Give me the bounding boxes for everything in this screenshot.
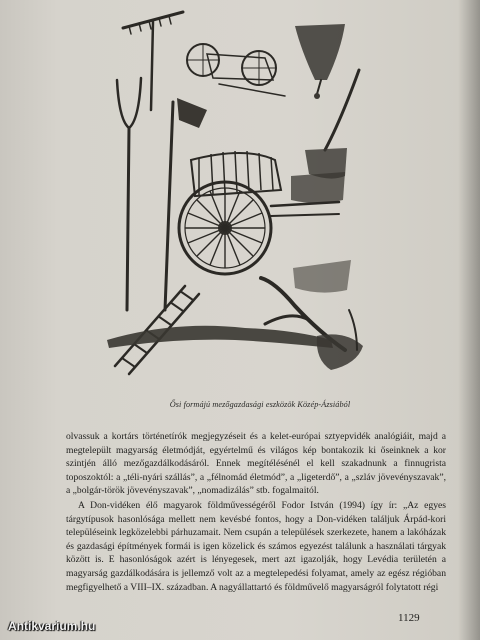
paragraph-2: A Don-vidéken élő magyarok földművességéről Fodor István (1994) így ír: „Az egyes tárgytípusok hasonlósága mellett nem kevésbé fontos, hogy a Don-vidéken találjuk Árpád-kori településeink legközelebbi párhuzamait. Nem csupán a települések szerkezete, hanem a lakóházak és gazdasági építmények formái is igen közelick és számos egyezést találunk a használati tárgyak között is. E hasonlóságok azért is lényegesek, mert azt igazolják, hogy Levédia területén a magyarság gazdálkodására is jellemző volt az a megtelepedési folyamat, amely az egész régióban megfigyelhető a VIII–IX. században. A nagyállattartó és földművelő magyarságról folytatott régi bbox=[66, 500, 446, 593]
blade-drawings bbox=[291, 148, 351, 293]
scoop-drawing bbox=[295, 24, 345, 99]
paragraph-1: olvassuk a kortárs történetírók megjegyzéseit és a kelet-európai sztyepvidék analógiáit, majd a megtelepült magyarság életmódját, egyértelmű és világos kép bontakozik ki őseinknek a kor szintjén álló mezőgazdálkodásáról. Ennek megítélésénél el kell szakadnunk a finnugrista toposzoktól: a „téli-nyári szállás”, a „félnomád életmód”, a „ligeterdő”, a „szláv jövevényszavak”, a „bolgár-török jövevényszavak”, „nomadizálás” stb. fogalmaitól. bbox=[66, 431, 446, 497]
page-number: 1129 bbox=[398, 612, 420, 624]
farming-tools-illustration bbox=[95, 10, 395, 392]
page-edge-shadow bbox=[458, 0, 480, 640]
figure-caption: Ősi formájú mezőgazdasági eszközök Közép-Ázsiából bbox=[169, 400, 351, 409]
small-cart-drawing bbox=[187, 44, 285, 96]
watermark: Antikvarium.hu bbox=[8, 619, 96, 633]
rake-drawing bbox=[123, 12, 183, 110]
pitchfork-drawing bbox=[117, 78, 141, 310]
staff-drawing bbox=[325, 70, 359, 150]
